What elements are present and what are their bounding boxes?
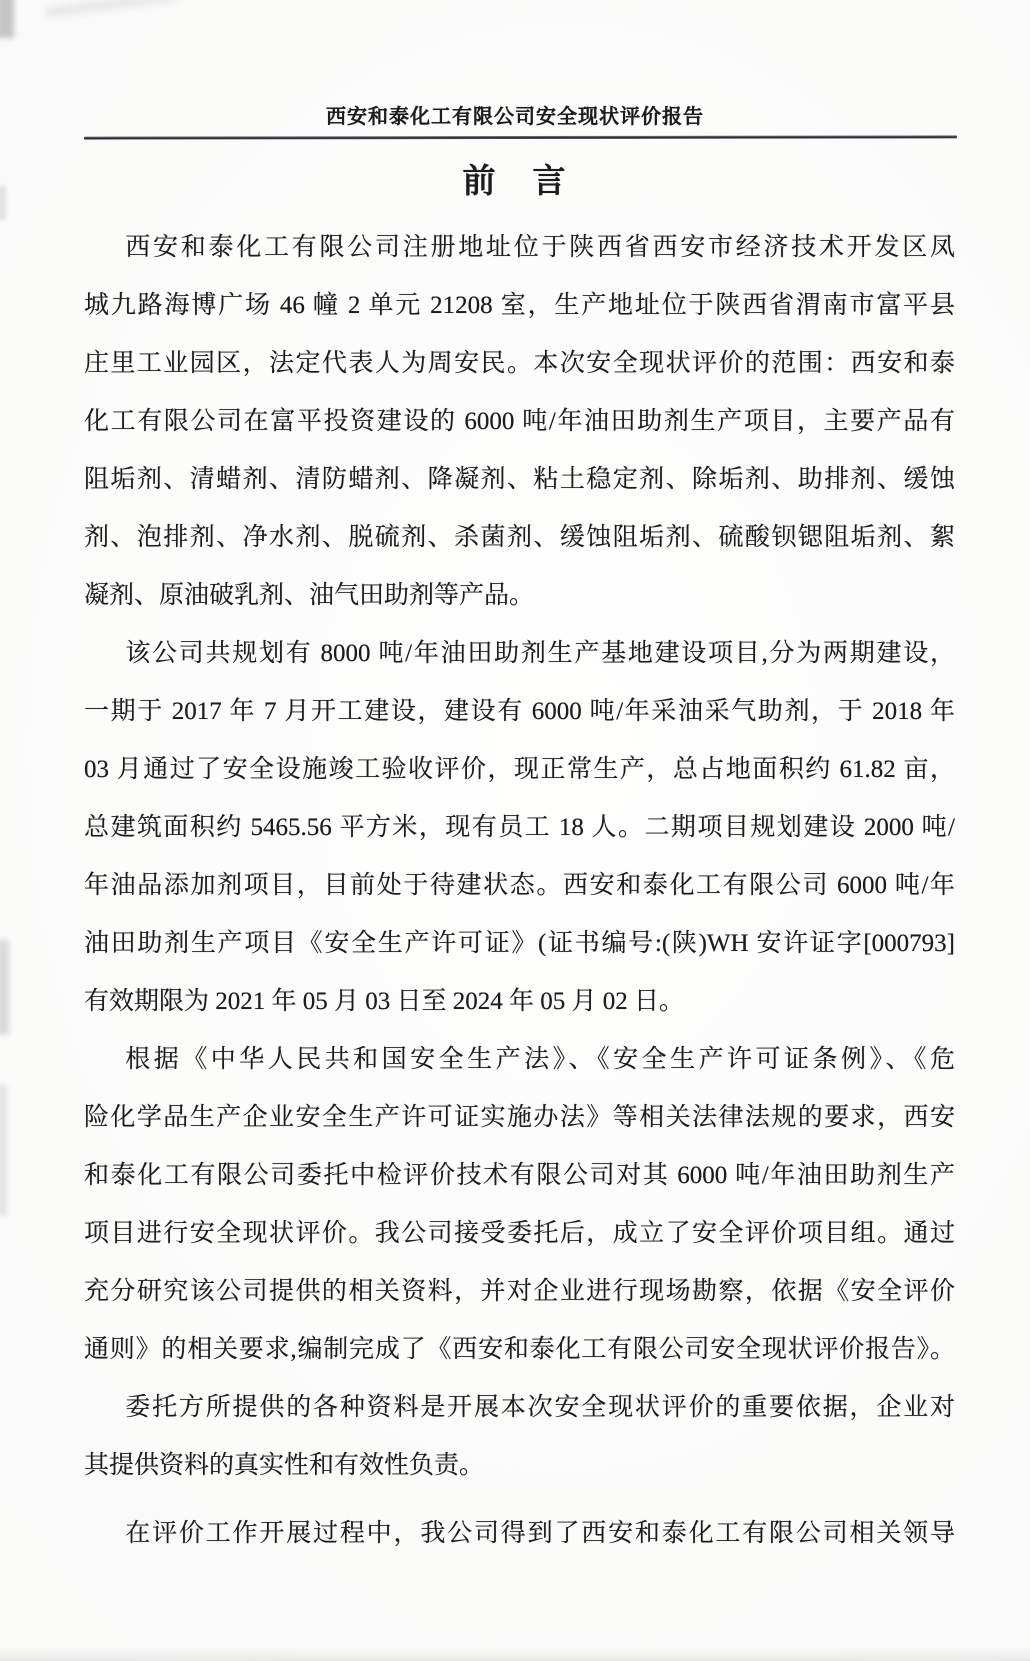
paragraph [84, 1505, 955, 1563]
text-line: 项目进行安全现状评价。我公司接受委托后，成立了安全评价项目组。通过 [84, 1220, 955, 1247]
scan-bottom-edge [0, 1647, 1030, 1661]
scan-smudge-top-left [0, 0, 14, 38]
text-line: 剂、泡排剂、净水剂、脱硫剂、杀菌剂、缓蚀阻垢剂、硫酸钡锶阻垢剂、絮 [84, 524, 955, 551]
scan-smudge-left-a [0, 940, 9, 1035]
text-line: 阻垢剂、清蜡剂、清防蜡剂、降凝剂、粘土稳定剂、除垢剂、助排剂、缓蚀 [84, 466, 955, 493]
text-line: 和泰化工有限公司委托中检评价技术有限公司对其 6000 吨/年油田助剂生产 [84, 1162, 955, 1189]
paragraph [84, 625, 955, 1031]
body-text [84, 219, 955, 1563]
text-line: 03 月通过了安全设施竣工验收评价，现正常生产，总占地面积约 61.82 亩， [84, 756, 955, 783]
scan-smudge-left-b [0, 1085, 7, 1215]
text-line: 根据《中华人民共和国安全生产法》、《安全生产许可证条例》、《危 [125, 1046, 955, 1073]
header-divider [84, 135, 957, 139]
scan-streak-top [46, 0, 176, 17]
text-line: 城九路海博广场 46 幢 2 单元 21208 室，生产地址位于陕西省渭南市富平县 [84, 292, 955, 319]
paragraph [84, 1379, 955, 1495]
text-line: 通则》的相关要求,编制完成了《西安和泰化工有限公司安全现状评价报告》。 [84, 1336, 955, 1363]
text-line: 其提供资料的真实性和有效性负责。 [84, 1452, 485, 1479]
text-line: 委托方所提供的各种资料是开展本次安全现状评价的重要依据，企业对 [125, 1394, 955, 1421]
text-line: 西安和泰化工有限公司注册地址位于陕西省西安市经济技术开发区凤 [125, 234, 955, 261]
text-line: 年油品添加剂项目，目前处于待建状态。西安和泰化工有限公司 6000 吨/年 [84, 872, 955, 899]
text-line: 在评价工作开展过程中，我公司得到了西安和泰化工有限公司相关领导 [125, 1520, 955, 1547]
text-line: 庄里工业园区，法定代表人为周安民。本次安全现状评价的范围：西安和泰 [84, 350, 955, 377]
text-line: 凝剂、原油破乳剂、油气田助剂等产品。 [84, 582, 535, 609]
text-line: 充分研究该公司提供的相关资料，并对企业进行现场勘察，依据《安全评价 [84, 1278, 955, 1305]
page-title: 前 言 [462, 162, 568, 199]
header-title: 西安和泰化工有限公司安全现状评价报告 [326, 106, 704, 128]
text-line: 油田助剂生产项目《安全生产许可证》(证书编号:(陕)WH 安许证字[000793] [84, 930, 955, 957]
paragraph [84, 219, 955, 625]
text-line: 该公司共规划有 8000 吨/年油田助剂生产基地建设项目,分为两期建设， [125, 640, 955, 667]
text-line: 总建筑面积约 5465.56 平方米，现有员工 18 人。二期项目规划建设 2000 吨/ [84, 814, 955, 841]
text-line: 有效期限为 2021 年 05 月 03 日至 2024 年 05 月 02 日。 [84, 988, 685, 1015]
paragraph [84, 1031, 955, 1379]
text-line: 化工有限公司在富平投资建设的 6000 吨/年油田助剂生产项目，主要产品有 [84, 408, 955, 435]
text-line: 险化学品生产企业安全生产许可证实施办法》等相关法律法规的要求，西安 [84, 1104, 955, 1131]
page-header [0, 100, 1030, 129]
text-line: 一期于 2017 年 7 月开工建设，建设有 6000 吨/年采油采气助剂，于 2018 年 [84, 698, 955, 725]
